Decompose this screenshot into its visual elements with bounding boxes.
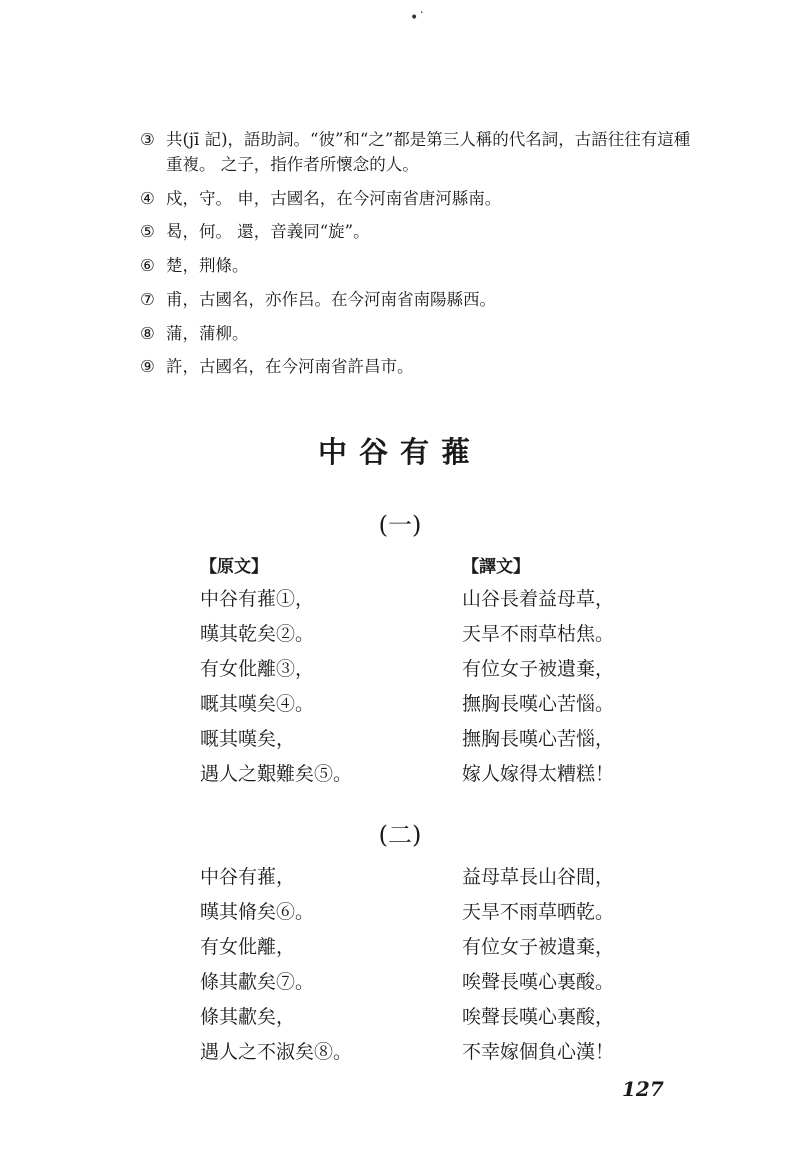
poem-line: 條其歗矣，	[200, 1006, 296, 1028]
footnote-number: ⑥	[140, 256, 155, 275]
original-header: 【原文】	[200, 557, 268, 577]
footnote-number: ④	[140, 188, 155, 208]
translation-line: 不幸嫁個負心漢！	[462, 1041, 615, 1063]
translation-line: 天旱不雨草枯焦。	[462, 623, 615, 645]
footnote-number: ⑦	[140, 289, 155, 309]
poem-line: 中谷有蓷①，	[200, 588, 315, 610]
translation-header: 【譯文】	[462, 557, 530, 577]
footnote-number: ③	[140, 130, 155, 149]
footnote	[140, 128, 700, 178]
page-number: 127	[622, 1077, 664, 1101]
poem-line: 有女仳離，	[200, 936, 296, 958]
footnote-text: 共(jī 記)，語助詞。“彼”和“之”都是第三人稱的代名詞，古語往往有這種重複。 之子，指作者所懷念的人。	[166, 130, 691, 174]
poem-line: 暵其脩矣⑥。	[200, 901, 315, 923]
footnote-text: 曷，何。 還，音義同“旋”。	[166, 222, 370, 242]
translation-line: 天旱不雨草晒乾。	[462, 901, 615, 923]
footnote-text: 許，古國名，在今河南省許昌市。	[166, 357, 414, 377]
translation-line: 撫胸長嘆心苦惱，	[462, 728, 615, 750]
translation-line: 唉聲長嘆心裏酸，	[462, 1006, 615, 1028]
footnote-number: ⑨	[140, 357, 155, 377]
poem-line: 條其歗矣⑦。	[200, 971, 315, 993]
poem-line: 嘅其嘆矣④。	[200, 693, 315, 715]
translation-line: 山谷長着益母草，	[462, 588, 615, 610]
poem-line: 嘅其嘆矣，	[200, 728, 296, 750]
footnote	[140, 220, 700, 245]
translation-line: 益母草長山谷間，	[462, 866, 615, 888]
footnote	[140, 187, 700, 212]
poem-line: 遇人之不淑矣⑧。	[200, 1041, 353, 1063]
translation-column	[462, 552, 614, 792]
translation-line: 嫁人嫁得太糟糕！	[462, 763, 615, 785]
footnote-text: 蒲，蒲柳。	[166, 323, 249, 343]
original-column	[200, 860, 352, 1070]
footnote-number: ⑤	[140, 222, 155, 242]
footnote-number: ⑧	[140, 323, 155, 343]
translation-column	[462, 860, 614, 1070]
translation-line: 撫胸長嘆心苦惱。	[462, 693, 615, 715]
footnotes	[140, 128, 700, 389]
footnote-text: 甫，古國名，亦作呂。在今河南省南陽縣西。	[166, 289, 496, 309]
section-label: (二)	[378, 821, 422, 849]
poem-line: 遇人之艱難矣⑤。	[200, 763, 353, 785]
footnote	[140, 288, 700, 313]
footnote	[140, 254, 700, 279]
footnote	[140, 322, 700, 347]
translation-line: 有位女子被遺棄，	[462, 936, 615, 958]
original-column	[200, 552, 352, 792]
section-label: (一)	[378, 511, 422, 539]
translation-line: 有位女子被遺棄，	[462, 658, 615, 680]
top-mark: •˙	[410, 10, 426, 26]
poem-title: 中谷有蓷	[317, 435, 482, 469]
footnote-text: 楚，荆條。	[166, 256, 249, 275]
footnote	[140, 355, 700, 380]
footnote-text: 戍，守。 申，古國名，在今河南省唐河縣南。	[166, 188, 502, 208]
poem-line: 有女仳離③，	[200, 658, 315, 680]
translation-line: 唉聲長嘆心裏酸。	[462, 971, 615, 993]
poem-line: 暵其乾矣②。	[200, 623, 315, 645]
poem-line: 中谷有蓷，	[200, 866, 296, 888]
